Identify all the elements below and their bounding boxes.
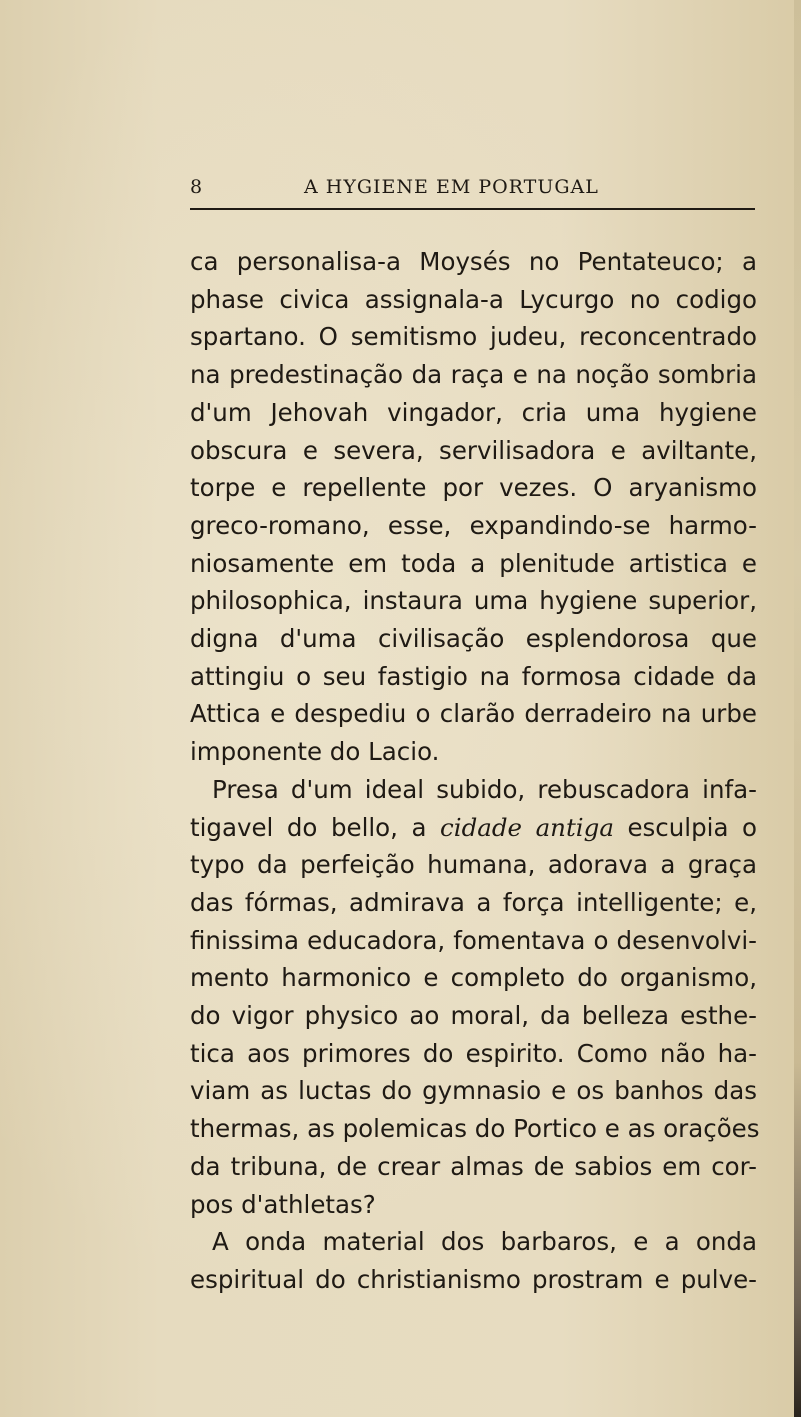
text-line: digna d'uma civilisação esplendorosa que [190, 624, 757, 654]
text-line: tica aos primores do espirito. Como não ha- [190, 1038, 757, 1068]
text-line: ca personalisa-a Moysés no Pentateuco; a [190, 247, 757, 276]
body-text [190, 243, 760, 1299]
text-line: Attica e despediu o clarão derradeiro na urbe [190, 699, 757, 729]
text-line: niosamente em toda a plenitude artistica e [190, 548, 757, 578]
text-line-with-italic [190, 809, 757, 847]
text-line: imponente do Lacio. [190, 737, 440, 767]
text-line: pos d'athletas? [190, 1189, 376, 1219]
italic-phrase: cidade antiga [440, 812, 614, 842]
text-line: typo da perfeição humana, adorava a graça [190, 850, 757, 880]
text-line: da tribuna, de crear almas de sabios em cor- [190, 1151, 757, 1181]
text-segment: tigavel do bello, a [190, 812, 441, 842]
running-head [190, 176, 755, 200]
header-rule [190, 208, 755, 210]
text-line: torpe e repellente por vezes. O aryanismo [190, 473, 757, 503]
text-line: na predestinação da raça e na noção sombria [190, 360, 757, 390]
text-line: attingiu o seu fastigio na formosa cidade da [190, 661, 757, 691]
text-line: do vigor physico ao moral, da belleza esthe- [190, 1001, 757, 1031]
running-title: A HYGIENE EM PORTUGAL [304, 176, 599, 198]
text-line: greco-romano, esse, expandindo-se harmo- [190, 510, 757, 540]
text-line: spartano. O semitismo judeu, reconcentrado [190, 322, 757, 352]
text-line: viam as luctas do gymnasio e os banhos das [190, 1076, 757, 1106]
text-line: obscura e severa, servilisadora e aviltante, [190, 435, 757, 465]
text-line: espiritual do christianismo prostram e pulve- [190, 1264, 757, 1294]
text-line: das fórmas, admirava a força intelligente; e, [190, 887, 757, 917]
text-line: philosophica, instaura uma hygiene superior, [190, 586, 757, 616]
text-line: phase civica assignala-a Lycurgo no codigo [190, 284, 757, 314]
text-line: thermas, as polemicas do Portico e as orações [190, 1114, 760, 1144]
text-line: d'um Jehovah vingador, cria uma hygiene [190, 397, 757, 427]
page-edge-shadow [794, 0, 801, 1417]
text-line: mento harmonico e completo do organismo, [190, 963, 757, 993]
text-line-paragraph-start: Presa d'um ideal subido, rebuscadora infa- [212, 774, 757, 804]
text-line: finissima educadora, fomentava o desenvolvi- [190, 925, 757, 955]
text-segment: esculpia o [613, 812, 757, 842]
text-line-paragraph-start: A onda material dos barbaros, e a onda [212, 1227, 757, 1257]
page-number: 8 [190, 176, 204, 198]
